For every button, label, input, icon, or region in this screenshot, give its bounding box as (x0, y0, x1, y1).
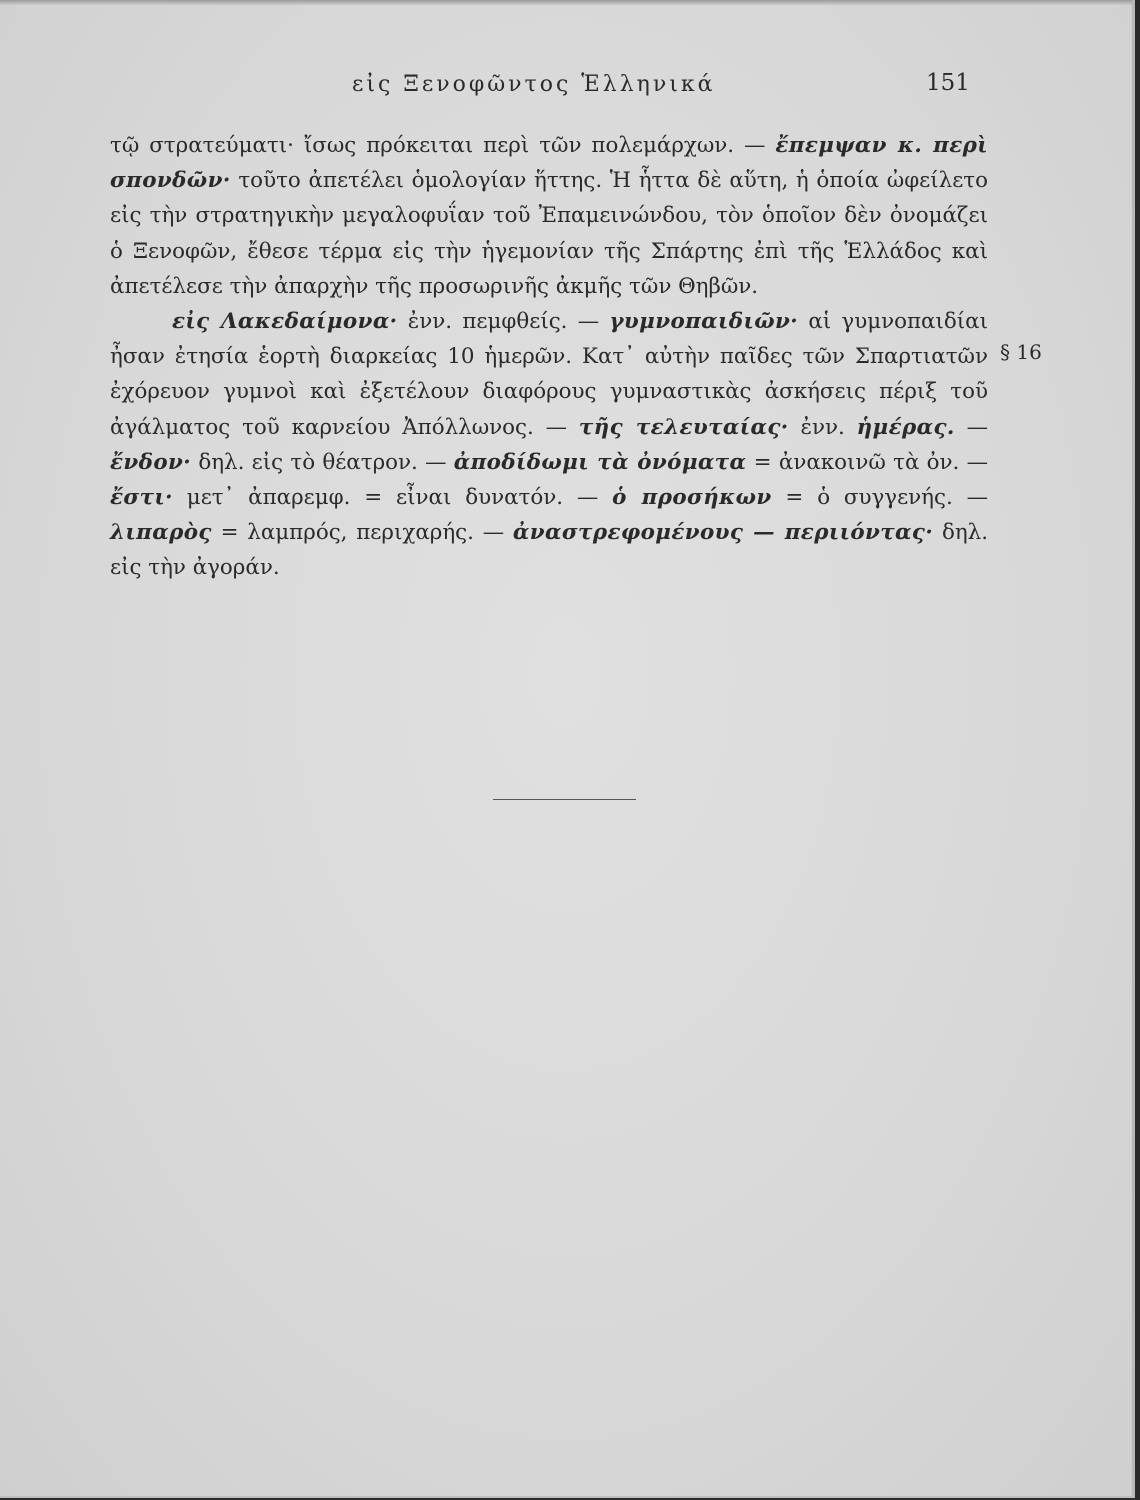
text-run: ἐνν. πεμφθείς. — (397, 309, 610, 335)
lemma: ἀποδίδωμι τὰ ὀνόματα (453, 449, 747, 475)
lemma: ἔπεμψαν κ. περὶ σπονδῶν· (110, 133, 988, 194)
text-run: ἐνν. (788, 414, 857, 440)
text-run: = λαμπρός, περιχαρής. — (211, 520, 513, 546)
lemma: εἰς Λακεδαίμονα· (172, 309, 398, 335)
lemma: ἔστι· (110, 485, 173, 511)
lemma: ὁ προσήκων (612, 485, 772, 511)
commentary-text (110, 128, 988, 586)
text-run: μετ᾽ ἀπαρεμφ. = εἶναι δυνατόν. — (172, 485, 613, 511)
page-top-edge (0, 0, 1132, 6)
end-rule (493, 799, 636, 800)
section-mark: § 16 (1000, 340, 1042, 364)
lemma: γυμνοπαιδιῶν· (609, 309, 799, 335)
page-number: 151 (926, 70, 970, 96)
text-run: — (954, 414, 988, 440)
text-run: δηλ. εἰς τὴν ἀγοράν. (110, 520, 989, 581)
lemma: ἔνδον· (110, 449, 192, 475)
text-run: αἱ γυμνοπαιδίαι ἦσαν ἐτησία ἑορτὴ διαρκείας 10 ἡμερῶν. Κατ᾽ αὐτὴν παῖδες τῶν Σπαρτιατῶν ἐχόρευον γυμνοὶ καὶ ἐξετέλουν διαφόρους γυμναστικὰς ἀσκήσεις πέριξ τοῦ ἀγάλματος τοῦ καρνείου Ἀπόλλωνος. — (110, 309, 988, 440)
lemma: ἡμέρας. (856, 414, 955, 440)
text-run: τῷ στρατεύματι· ἴσως πρόκειται περὶ τῶν πολεμάρχων. — (110, 133, 776, 158)
paragraph-1 (110, 128, 988, 304)
lemma: λιπαρὸς (110, 520, 212, 546)
text-run: τοῦτο ἀπετέλει ὁμολογίαν ἥττης. Ἡ ἧττα δὲ αὕτη, ἡ ὁποία ὠφείλετο εἰς τὴν στρατηγικὴν μεγαλοφυΐαν τοῦ Ἐπαμεινώνδου, τὸν ὁποῖον δὲν ὀνομάζει ὁ Ξενοφῶν, ἔθεσε τέρμα εἰς τὴν ἡγεμονίαν τῆς Σπάρτης ἐπὶ τῆς Ἑλλάδος καὶ ἀπετέλεσε τὴν ἀπαρχὴν τῆς προσωρινῆς ἀκμῆς τῶν Θηβῶν. (110, 168, 988, 299)
paragraph-2 (110, 304, 988, 586)
text-run: = ὁ συγγενής. — (771, 485, 988, 511)
running-title: εἰς Ξενοφῶντος Ἑλληνικά (352, 72, 716, 97)
lemma: ἀναστρεφομένους — περιιόντας· (512, 520, 934, 546)
lemma: τῆς τελευταίας· (578, 414, 789, 440)
text-run: δηλ. εἰς τὸ θέατρον. — (191, 449, 454, 475)
text-run: = ἀνακοινῶ τὰ ὀν. — (746, 449, 988, 475)
